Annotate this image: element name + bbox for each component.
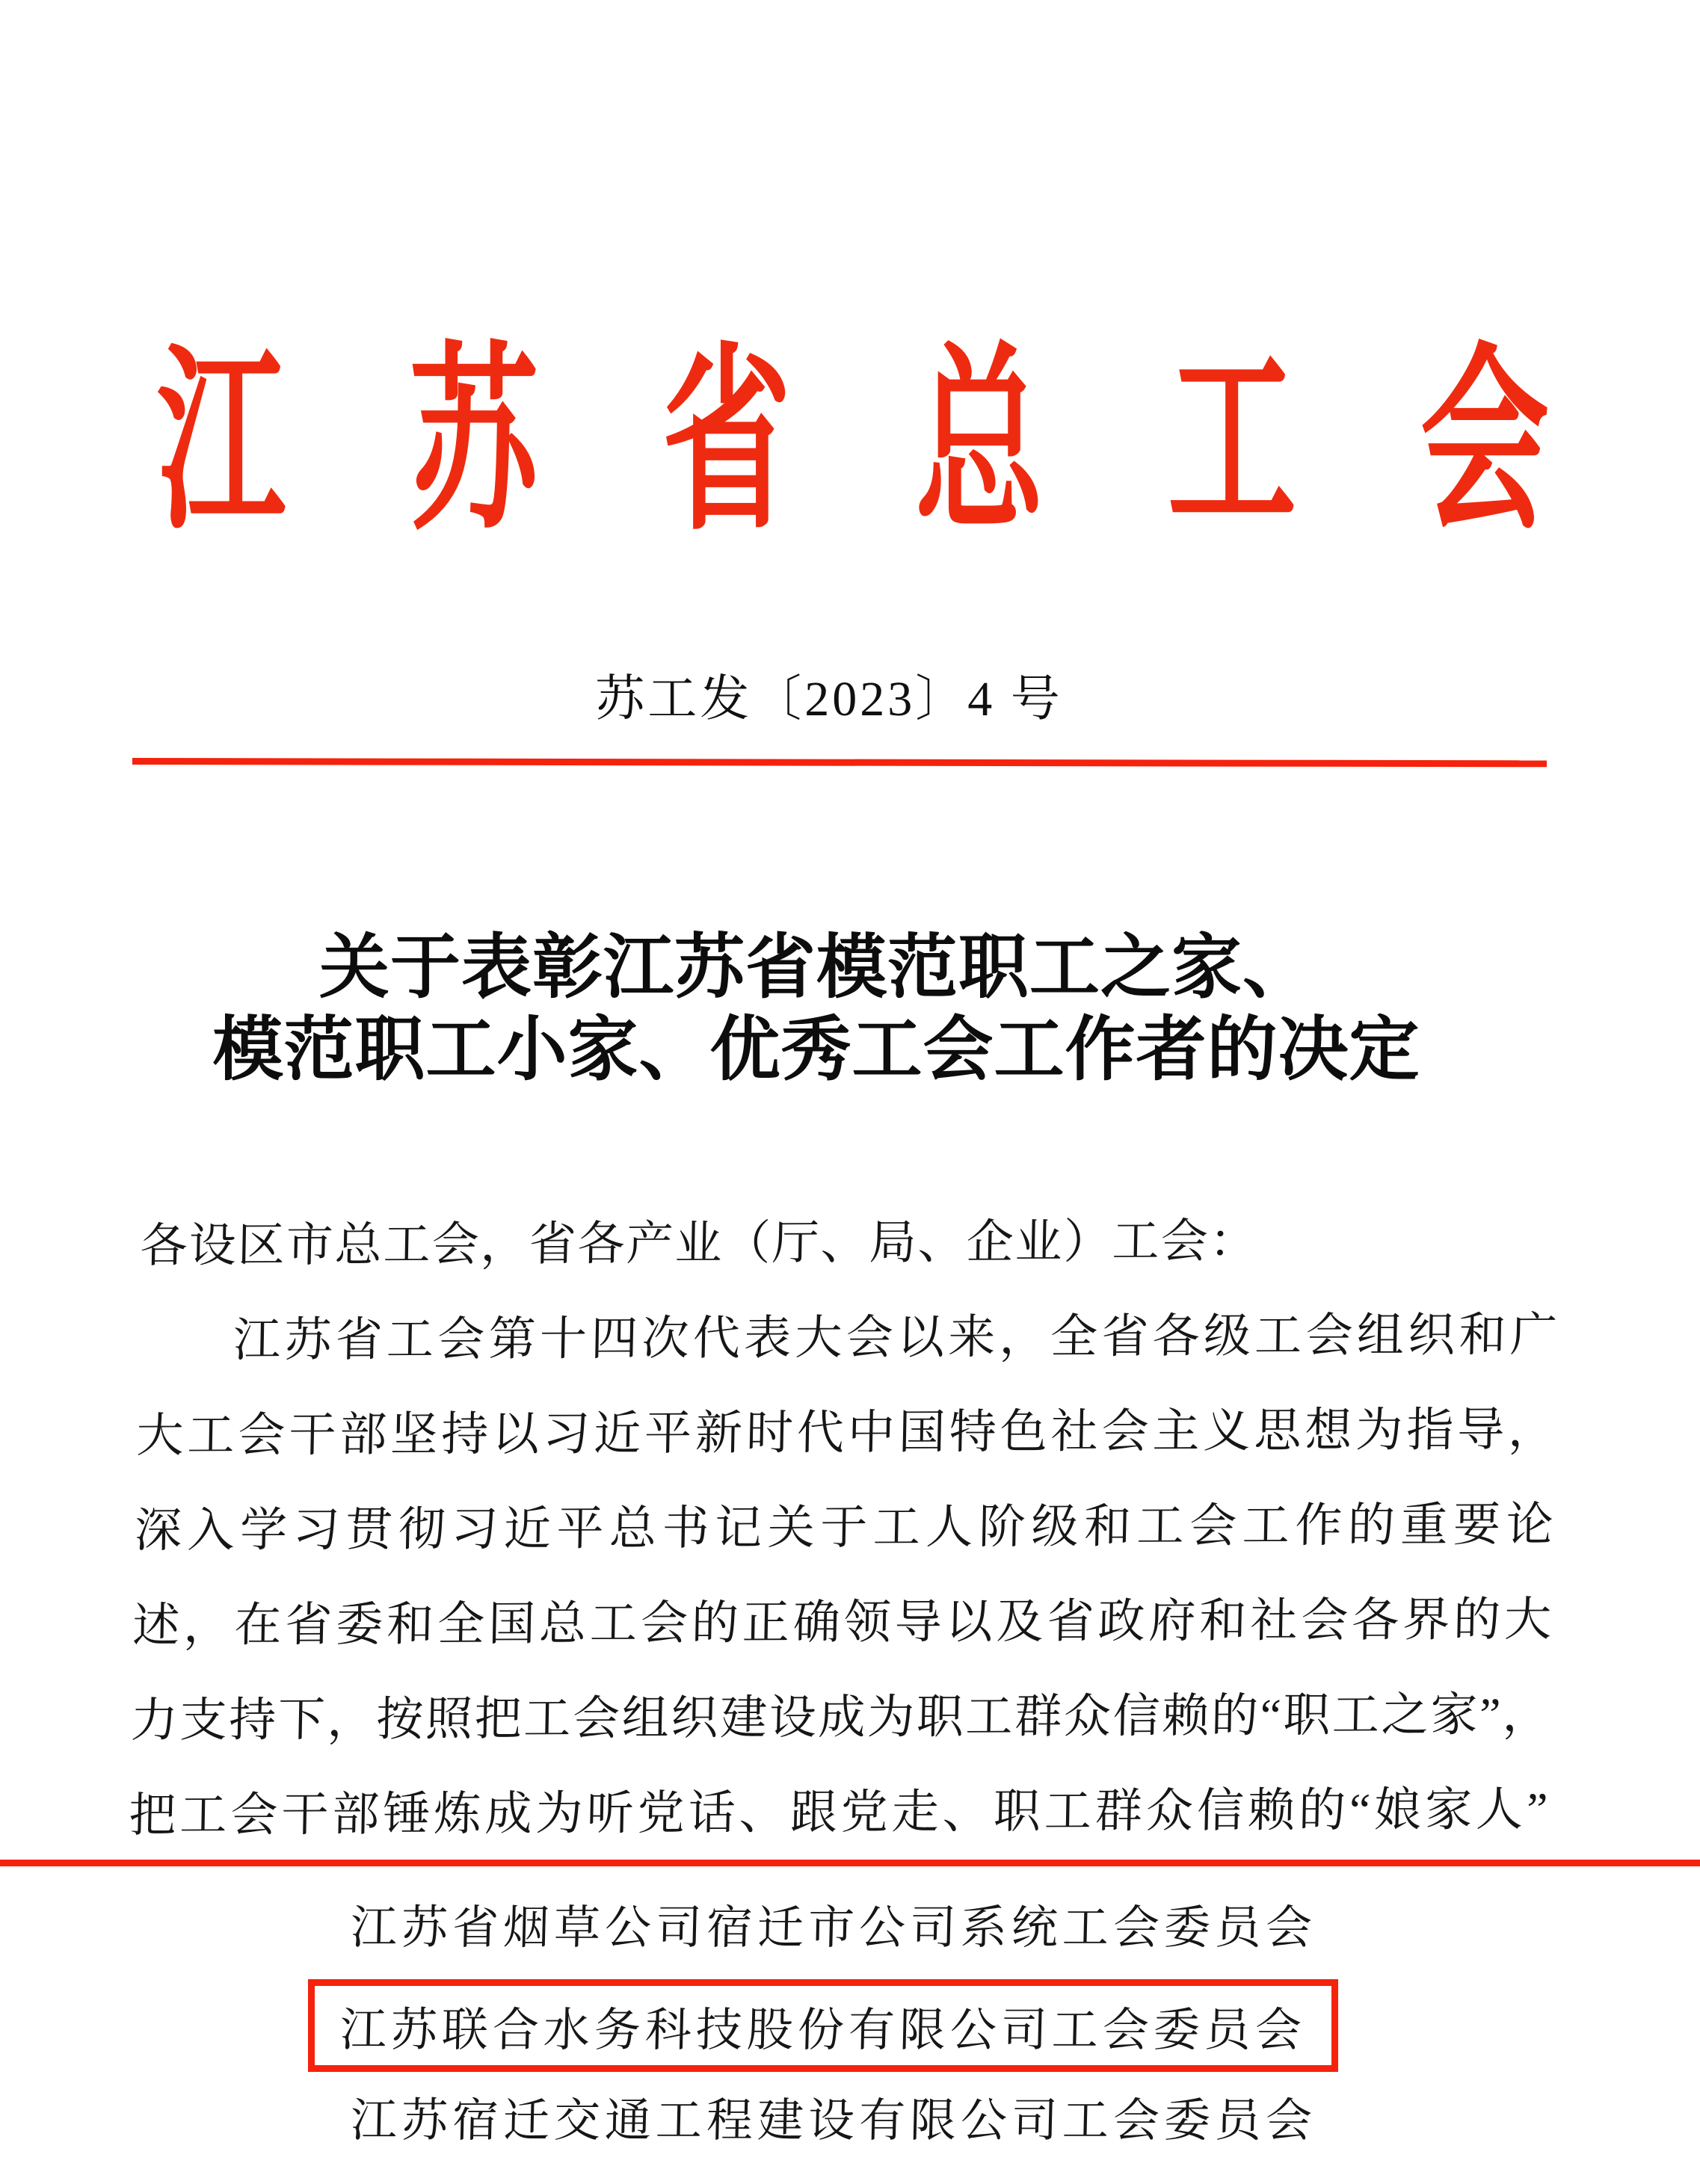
char: 新 [695,1407,743,1460]
char: 会 [846,1311,894,1364]
char: 娘 [1373,1783,1422,1836]
red-divider-top [132,758,1547,767]
char: 家 [1429,1688,1479,1742]
char: 全 [1050,1310,1098,1363]
char: ” [1479,1688,1501,1742]
char: 会 [1189,1499,1237,1552]
char: 会 [572,1692,620,1745]
char: 会 [1100,1405,1150,1458]
char: 指 [1405,1404,1455,1457]
char: 下 [277,1693,326,1747]
char: 于 [819,1501,869,1555]
char: 工 [1168,333,1296,555]
char: 省 [284,1598,333,1652]
char: 和 [1458,1308,1507,1362]
body-line [130,1668,1551,1768]
char: 作 [1294,1499,1343,1552]
char: 赖 [1247,1784,1296,1837]
char: 代 [692,1312,741,1365]
char: 要 [1453,1499,1501,1552]
char: 深 [134,1504,182,1558]
char: 的 [1298,1783,1346,1837]
char: 为 [535,1787,584,1840]
red-divider-bottom [0,1860,1700,1866]
char: 人 [1475,1783,1524,1836]
char: 听 [585,1787,635,1840]
char: 时 [745,1407,794,1460]
char: 跟 [789,1786,838,1839]
char: 党 [636,1786,686,1840]
char: 支 [179,1694,228,1747]
char: 论 [1505,1498,1554,1551]
char: 学 [239,1504,288,1557]
char: 代 [796,1406,845,1460]
char: 众 [1145,1784,1194,1838]
char: 、 [739,1786,787,1839]
char: 政 [1097,1595,1146,1648]
char: 走 [891,1786,940,1839]
char: 广 [1509,1308,1558,1361]
char: 思 [1253,1404,1302,1457]
char: 党 [840,1786,889,1839]
char: 正 [742,1597,790,1650]
char: 工 [1331,1688,1380,1742]
char: 会 [237,1409,286,1462]
char: 和 [1198,1594,1248,1647]
char: 确 [792,1596,841,1650]
char: 工 [1136,1499,1185,1553]
char: 干 [280,1788,330,1842]
char: 总 [538,1597,587,1650]
char: 部 [331,1788,381,1841]
char: 以 [944,1595,994,1649]
char: 工 [1242,1499,1290,1552]
char: 省 [1046,1595,1095,1648]
char: 照 [425,1693,473,1746]
award-item-united-water-union: 江苏联合水务科技股份有限公司工会委员会 [339,2005,1307,2056]
char: 来 [947,1310,997,1364]
char: 工 [186,1409,235,1462]
char: 职 [1282,1689,1331,1742]
char: 委 [335,1598,384,1651]
char: 近 [503,1502,552,1555]
char: 阶 [978,1500,1026,1554]
char: 表 [743,1312,792,1365]
char: 大 [1503,1593,1552,1647]
char: 会 [1305,1309,1354,1363]
char: 和 [386,1598,434,1651]
char: ， [182,1599,232,1652]
char: 第 [487,1312,537,1366]
highlight-box [308,1979,1338,2072]
doc-title-line2: 模范职工小家、优秀工会工作者的决定 [212,1011,1420,1089]
char: 重 [1399,1499,1449,1552]
char: 为 [1355,1404,1404,1457]
char: 省 [335,1313,384,1366]
char: 大 [794,1311,843,1365]
char: 会 [230,1789,279,1842]
char: 工 [386,1313,434,1366]
char: 习 [450,1502,499,1556]
char: 组 [621,1691,670,1745]
char: 界 [1402,1594,1450,1647]
char: 成 [484,1787,533,1840]
doc-title [0,927,1666,1091]
char: ， [999,1310,1047,1363]
char: 持 [228,1694,277,1747]
char: 家 [1424,1783,1473,1836]
char: 坚 [389,1408,439,1461]
char: 成 [817,1691,866,1745]
char: 话 [687,1786,736,1839]
award-item-tobacco-union: 江苏省烟草公司宿迁市公司系统工会委员会 [350,1903,1317,1954]
char: 府 [1148,1594,1197,1648]
char: 在 [233,1599,283,1652]
char: 近 [593,1407,641,1460]
body-line [132,1573,1553,1674]
char: 领 [843,1596,892,1649]
char: 记 [714,1502,763,1555]
char: 习 [542,1407,591,1460]
char: 习 [292,1503,341,1557]
char: 江 [232,1314,281,1367]
char: 社 [1249,1594,1299,1647]
char: 国 [898,1406,946,1459]
char: 人 [925,1501,974,1554]
char: 江 [157,333,286,555]
char: 以 [896,1311,945,1364]
char: 群 [1094,1785,1143,1838]
salutation-line: 各设区市总工会，省各产业（厅、局、企业）工会： [139,1215,1259,1272]
award-item-transport-union: 江苏宿迁交通工程建设有限公司工会委员会 [350,2096,1317,2147]
char: ， [326,1693,375,1746]
body-paragraph [128,1193,1560,1863]
char: 平 [644,1407,692,1460]
char: 的 [691,1597,739,1650]
char: 级 [1203,1310,1251,1363]
char: 平 [555,1502,605,1555]
char: 按 [375,1693,425,1746]
char: 色 [1000,1405,1048,1458]
char: 全 [437,1597,485,1651]
doc-title-line1: 关于表彰江苏省模范职工之家、 [318,929,1314,1007]
char: 总 [915,333,1044,555]
char: 干 [288,1408,337,1462]
char: ” [1526,1783,1548,1836]
char: 以 [491,1407,540,1460]
char: 级 [1030,1500,1080,1553]
char: 特 [949,1405,997,1459]
char: 苏 [283,1313,333,1367]
char: 总 [609,1502,657,1555]
char: 织 [1407,1309,1456,1362]
char: 群 [1014,1690,1062,1743]
char: 炼 [433,1787,482,1841]
char: 、 [942,1786,991,1839]
char: 工 [589,1597,638,1650]
char: 职 [916,1691,964,1744]
char: 关 [767,1502,816,1555]
char: 导 [894,1596,943,1649]
char: 为 [866,1691,915,1744]
char: 组 [1356,1309,1405,1362]
char: “ [1260,1689,1282,1742]
char: 织 [670,1691,719,1745]
char: 省 [662,333,791,555]
char: 赖 [1161,1689,1210,1743]
char: “ [1349,1783,1371,1836]
char: 工 [1044,1785,1092,1838]
char: 把 [474,1692,523,1746]
char: 中 [847,1406,896,1459]
char: 和 [1083,1500,1132,1553]
char: 之 [1381,1688,1429,1742]
body-line [135,1383,1556,1484]
char: 把 [128,1789,177,1842]
char: 苏 [410,333,538,555]
char: 建 [719,1691,768,1745]
char: 四 [590,1312,638,1366]
char: 省 [1100,1310,1150,1363]
char: 书 [661,1502,710,1555]
char: 的 [1453,1594,1501,1647]
char: 工 [179,1789,228,1842]
org-letterhead-title [157,333,1549,555]
char: 贯 [345,1503,393,1556]
char: 会 [1420,333,1549,555]
char: 入 [186,1504,235,1557]
char: 述 [132,1599,181,1653]
char: 工 [523,1692,572,1745]
char: 工 [1254,1310,1303,1363]
body-line [134,1478,1555,1579]
char: 的 [1210,1689,1259,1742]
char: 的 [1347,1499,1396,1552]
char: 会 [1300,1594,1349,1647]
char: 大 [135,1409,185,1462]
char: 职 [993,1785,1041,1838]
char: 次 [641,1312,690,1366]
char: 工 [964,1690,1014,1744]
char: 主 [1151,1404,1201,1458]
char: 力 [130,1694,179,1747]
char: 部 [339,1408,388,1461]
body-line [128,1762,1549,1863]
char: 众 [1063,1690,1112,1743]
char: 社 [1050,1405,1099,1458]
char: 及 [995,1595,1044,1648]
char: 义 [1202,1404,1251,1457]
char: 导 [1456,1404,1506,1457]
char: 信 [1196,1784,1245,1837]
char: 会 [437,1312,486,1366]
body-line [138,1288,1559,1389]
char: 工 [872,1501,921,1554]
char: 设 [769,1691,817,1745]
char: 想 [1304,1404,1353,1457]
char: 信 [1112,1690,1161,1743]
char: 锤 [382,1788,431,1841]
char: 十 [539,1312,588,1366]
char: ， [1507,1403,1556,1456]
char: 持 [440,1407,489,1461]
char: 会 [640,1597,689,1650]
doc-number: 苏工发〔2023〕4 号 [595,672,1063,727]
char: 各 [1152,1310,1201,1363]
char: 彻 [398,1503,446,1556]
char: 各 [1351,1594,1400,1647]
char: ， [1502,1688,1550,1742]
char: 国 [487,1597,536,1650]
